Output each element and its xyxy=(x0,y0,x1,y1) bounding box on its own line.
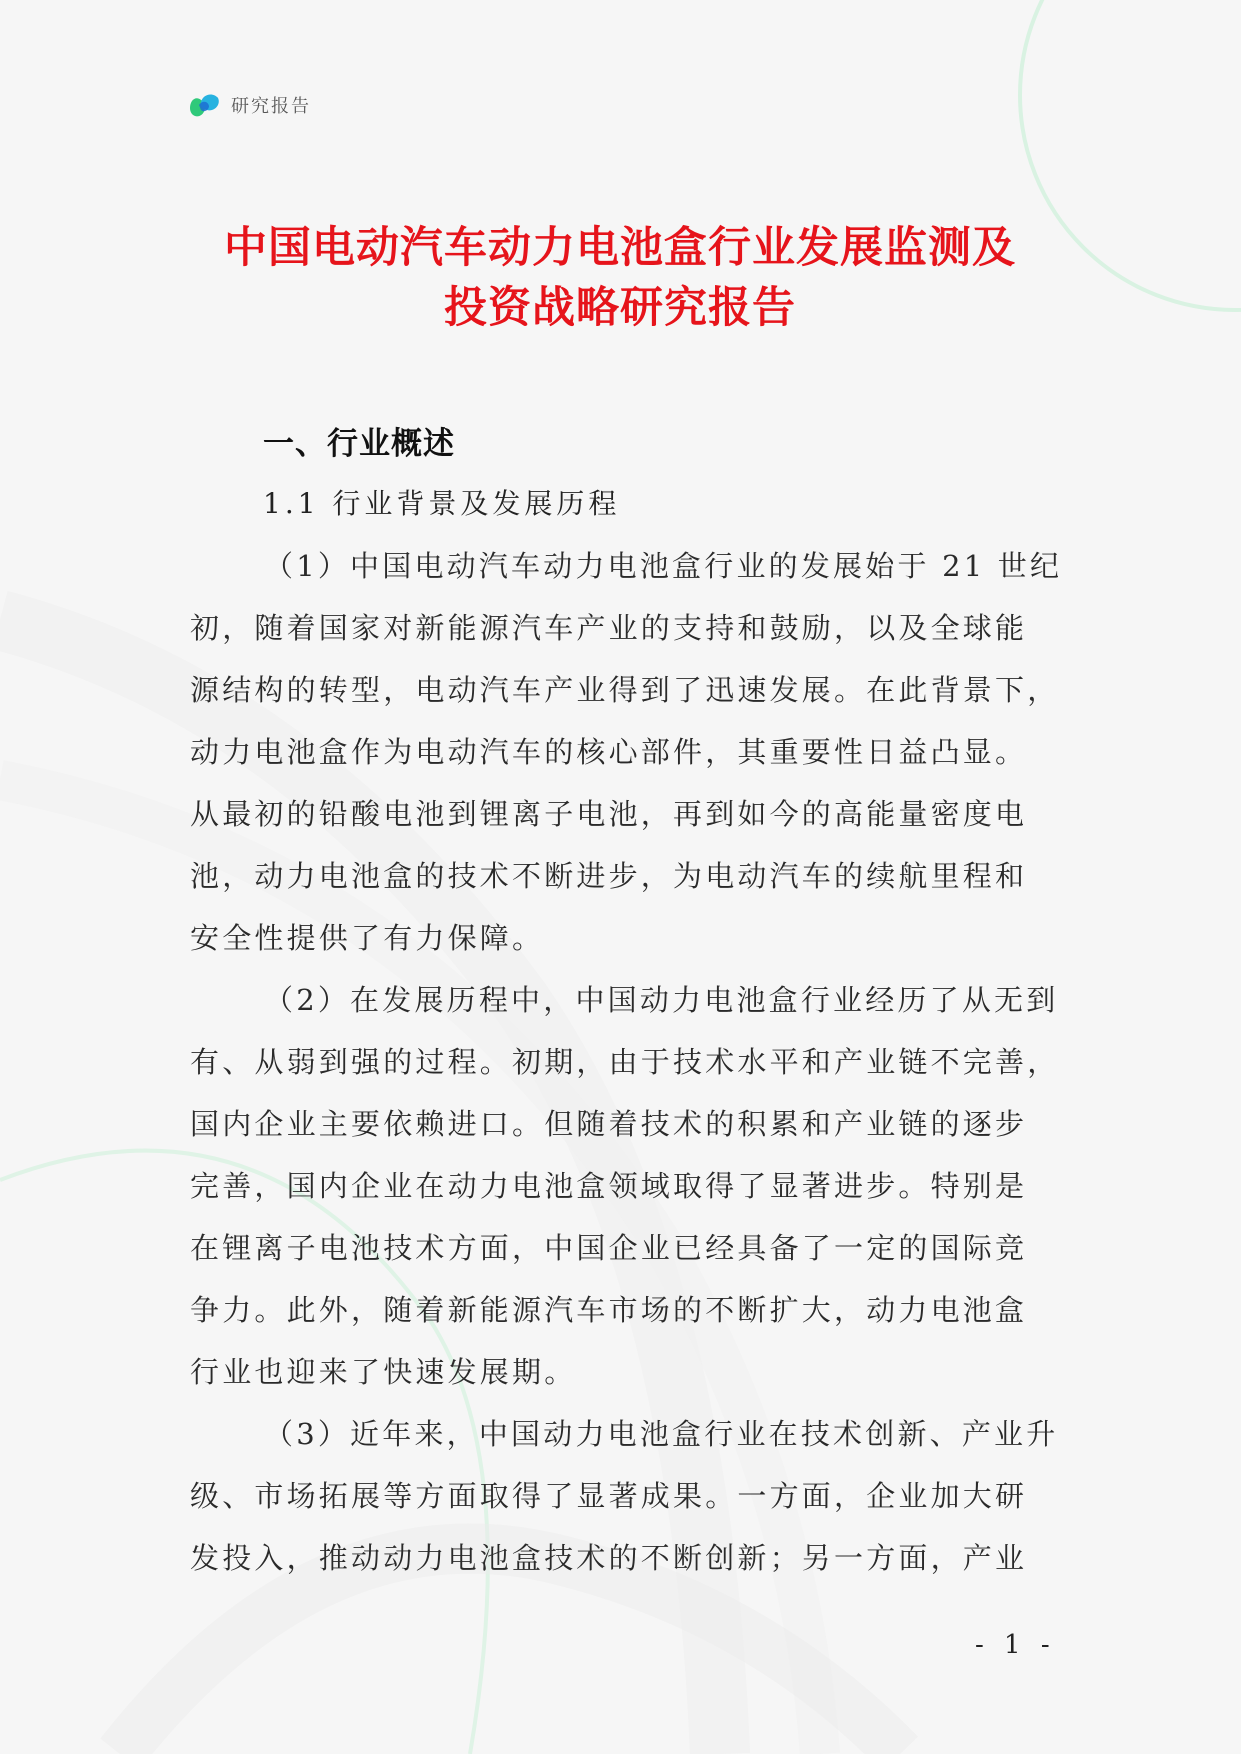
title-line-2: 投资战略研究报告 xyxy=(444,283,796,333)
paragraph-1 xyxy=(190,535,1063,969)
header-label: 研究报告 xyxy=(231,96,311,117)
title-line-1: 中国电动汽车动力电池盒行业发展监测及 xyxy=(224,223,1016,273)
report-header xyxy=(187,88,311,122)
section-heading: 一、行业概述 xyxy=(263,426,455,462)
subsection-heading: 1.1 行业背景及发展历程 xyxy=(263,487,621,520)
text-line: 源结构的转型，电动汽车产业得到了迅速发展。在此背景下， xyxy=(190,673,1060,707)
paragraph-2 xyxy=(190,969,1060,1403)
text-line: 安全性提供了有力保障。 xyxy=(190,921,545,955)
report-title xyxy=(150,218,1090,338)
text-line: 池，动力电池盒的技术不断进步，为电动汽车的续航里程和 xyxy=(190,859,1028,893)
text-line: 争力。此外，随着新能源汽车市场的不断扩大，动力电池盒 xyxy=(190,1293,1028,1327)
text-line: 初，随着国家对新能源汽车产业的支持和鼓励，以及全球能 xyxy=(190,611,1028,645)
text-line: （1）中国电动汽车动力电池盒行业的发展始于 21 世纪 xyxy=(264,549,1063,583)
text-line: （2）在发展历程中，中国动力电池盒行业经历了从无到 xyxy=(264,983,1059,1017)
paragraph-3 xyxy=(190,1403,1059,1589)
text-line: 行业也迎来了快速发展期。 xyxy=(190,1355,577,1389)
text-line: 在锂离子电池技术方面，中国企业已经具备了一定的国际竞 xyxy=(190,1231,1028,1265)
text-line: 国内企业主要依赖进口。但随着技术的积累和产业链的逐步 xyxy=(190,1107,1028,1141)
text-line: 从最初的铅酸电池到锂离子电池，再到如今的高能量密度电 xyxy=(190,797,1028,831)
text-line: 级、市场拓展等方面取得了显著成果。一方面，企业加大研 xyxy=(190,1479,1028,1513)
text-line: 发投入，推动动力电池盒技术的不断创新；另一方面，产业 xyxy=(190,1541,1028,1575)
text-line: 完善，国内企业在动力电池盒领域取得了显著进步。特别是 xyxy=(190,1169,1028,1203)
text-line: 有、从弱到强的过程。初期，由于技术水平和产业链不完善， xyxy=(190,1045,1060,1079)
text-line: 动力电池盒作为电动汽车的核心部件，其重要性日益凸显。 xyxy=(190,735,1028,769)
body-text xyxy=(190,535,1063,1589)
page-number: - 1 - xyxy=(975,1630,1056,1660)
text-line: （3）近年来，中国动力电池盒行业在技术创新、产业升 xyxy=(264,1417,1059,1451)
brand-leaf-logo-icon xyxy=(187,88,221,122)
